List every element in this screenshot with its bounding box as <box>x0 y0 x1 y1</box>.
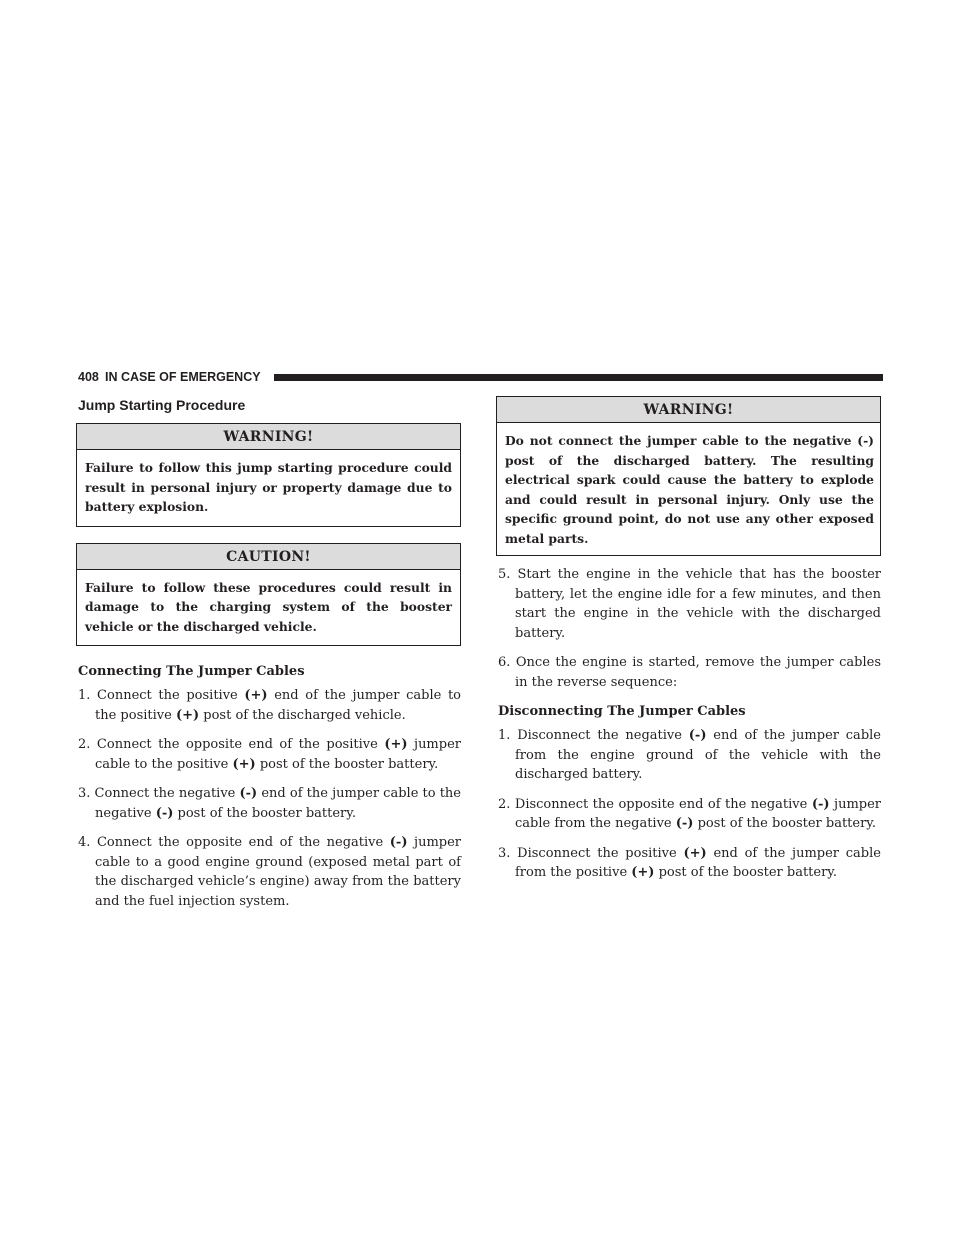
header-rule <box>274 374 883 381</box>
step-text: jumper cable from the negative <box>515 796 881 831</box>
section-title: IN CASE OF EMERGENCY <box>105 370 261 384</box>
connecting-steps <box>76 686 461 911</box>
polarity-label: (+) <box>244 688 268 703</box>
polarity-label: (+) <box>384 737 408 752</box>
polarity-label: (+) <box>175 707 200 723</box>
step-text: 2. Disconnect the opposite end of the negative <box>498 796 812 812</box>
step-text: post of the booster battery. <box>255 756 439 772</box>
polarity-label: (+) <box>232 756 256 772</box>
polarity-label: (-) <box>811 796 830 812</box>
step-text: post of the discharged vehicle. <box>199 707 406 723</box>
step-item <box>76 735 461 774</box>
connecting-subheading: Connecting The Jumper Cables <box>78 664 305 679</box>
step-item <box>76 686 461 725</box>
step-text: 5. Start the engine in the vehicle that has the booster battery, let the engine idle for a few minutes, and then start the engine in the vehicle with the discharged battery. <box>498 567 881 641</box>
starting-steps <box>496 565 881 692</box>
step-item <box>496 653 881 692</box>
step-text: post of the booster battery. <box>173 805 356 821</box>
caution-title: CAUTION! <box>77 544 460 570</box>
step-text: 1. Connect the positive <box>78 688 245 703</box>
step-item <box>496 795 881 834</box>
step-text: jumper cable to a good engine ground (exposed metal part of the discharged vehicle’s engine) away from the battery and the fuel injection system. <box>95 835 462 909</box>
step-item <box>496 844 881 883</box>
warning-box <box>76 423 461 527</box>
procedure-heading: Jump Starting Procedure <box>78 397 246 413</box>
left-column <box>76 396 461 921</box>
step-text: end of the jumper cable from the engine ground of the vehicle with the discharged battery. <box>515 728 881 782</box>
page-number: 408 <box>78 370 99 384</box>
polarity-label: (-) <box>688 728 707 743</box>
right-column <box>496 396 881 893</box>
step-text: 3. Disconnect the positive <box>498 845 684 861</box>
step-item <box>76 784 461 823</box>
warning-box-ground <box>496 396 881 556</box>
disconnecting-steps <box>496 726 881 883</box>
polarity-label: (-) <box>239 786 258 801</box>
step-text: end of the jumper cable from the positive <box>515 845 881 880</box>
polarity-label: (-) <box>389 835 408 850</box>
warning-text: Failure to follow this jump starting procedure could result in personal injury or property damage due to battery explosion. <box>85 460 452 514</box>
step-item <box>496 726 881 785</box>
step-text: 2. Connect the opposite end of the positive <box>78 737 385 752</box>
step-text: post of the booster battery. <box>693 816 877 831</box>
polarity-label: (-) <box>155 805 174 821</box>
step-text: 6. Once the engine is started, remove the jumper cables in the reverse sequence: <box>498 655 881 690</box>
polarity-label: (-) <box>675 816 694 831</box>
step-item <box>496 565 881 643</box>
warning-text: Do not connect the jumper cable to the negative (-) post of the discharged battery. The resulting electrical spark could cause the battery to explode and could result in personal injury. Only use the specific ground point, do not use any other exposed metal parts. <box>505 433 874 546</box>
page-header <box>78 369 883 385</box>
warning-title: WARNING! <box>77 424 460 450</box>
step-item <box>76 833 461 911</box>
step-text: 3. Connect the negative <box>78 786 240 801</box>
step-text: jumper cable to the positive <box>95 737 461 772</box>
warning-title: WARNING! <box>497 397 880 423</box>
step-text: 1. Disconnect the negative <box>498 728 689 743</box>
polarity-label: (+) <box>683 845 707 861</box>
step-text: 4. Connect the opposite end of the negative <box>78 835 390 850</box>
polarity-label: (+) <box>631 865 655 880</box>
step-text: end of the jumper cable to the positive <box>95 688 461 723</box>
caution-text: Failure to follow these procedures could result in damage to the charging system of the booster vehicle or the discharged vehicle. <box>85 579 452 634</box>
caution-box <box>76 543 461 647</box>
step-text: end of the jumper cable to the negative <box>95 786 461 821</box>
step-text: post of the booster battery. <box>654 865 838 880</box>
disconnecting-subheading: Disconnecting The Jumper Cables <box>498 704 746 719</box>
